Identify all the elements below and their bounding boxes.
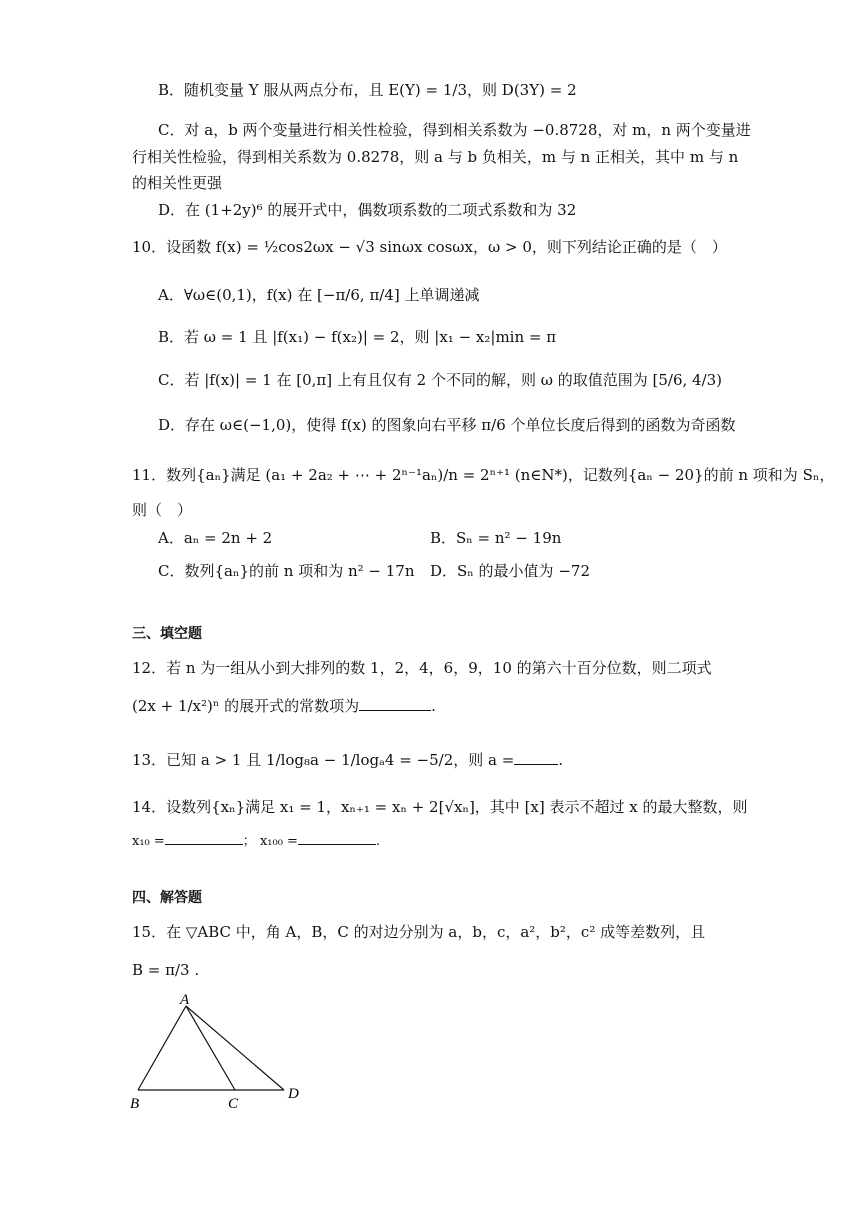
q15-line2: B = π/3 .	[132, 961, 200, 979]
q15-line1: 15．在 ▽ABC 中，角 A，B，C 的对边分别为 a，b，c，a²，b²，c² 成等差数列，且	[132, 923, 706, 941]
q9-option-c-line3: 的相关性更强	[132, 174, 223, 192]
q13-line	[132, 750, 563, 770]
q10-option-b: B．若 ω = 1 且 |f(x₁) − f(x₂)| = 2，则 |x₁ − x₂|min = π	[158, 328, 557, 346]
q12-line2	[132, 696, 436, 716]
q12-answer-blank[interactable]	[359, 696, 431, 711]
q14-x100-label: x₁₀₀ =	[259, 834, 298, 849]
q9-option-b: B．随机变量 Y 服从两点分布，且 E(Y) = 1/3，则 D(3Y) = 2	[158, 81, 577, 99]
segment-ad	[186, 1006, 284, 1090]
q10-option-a: A．∀ω∈(0,1)，f(x) 在 [−π/6, π/4] 上单调递减	[158, 286, 480, 304]
q14-line1: 14．设数列{xₙ}满足 x₁ = 1，xₙ₊₁ = xₙ + 2[√xₙ]，其中 [x] 表示不超过 x 的最大整数，则	[132, 798, 748, 816]
q13-text: 13．已知 a > 1 且 1/log₈a − 1/logₐ4 = −5/2，则 a =	[132, 751, 515, 769]
q11-option-b: B．Sₙ = n² − 19n	[430, 529, 562, 547]
label-a: A	[180, 992, 190, 1008]
label-d: D	[288, 1086, 299, 1102]
q11-option-a: A．aₙ = 2n + 2	[158, 529, 273, 547]
q13-period: .	[558, 751, 564, 769]
segment-ac	[186, 1006, 235, 1090]
q10-stem: 10．设函数 f(x) = ½cos2ωx − √3 sinωx cosωx，ω > 0，则下列结论正确的是（ ）	[132, 238, 727, 256]
q14-line2	[132, 830, 380, 852]
q10-option-d: D．存在 ω∈(−1,0)，使得 f(x) 的图象向右平移 π/6 个单位长度后得到的函数为奇函数	[158, 416, 736, 434]
label-b: B	[130, 1096, 140, 1112]
q9-option-c-line2: 行相关性检验，得到相关系数为 0.8278，则 a 与 b 负相关，m 与 n 正相关，其中 m 与 n	[132, 148, 739, 166]
q14-x10-blank[interactable]	[165, 830, 243, 845]
q14-x100-blank[interactable]	[298, 830, 376, 845]
q13-answer-blank[interactable]	[514, 750, 558, 765]
q12-line1: 12．若 n 为一组从小到大排列的数 1，2，4，6，9，10 的第六十百分位数，则二项式	[132, 659, 712, 677]
triangle-figure	[128, 990, 318, 1115]
q12-period: .	[431, 697, 436, 715]
q14-x10-label: x₁₀ =	[132, 834, 165, 849]
section-title-fill-in: 三、填空题	[132, 626, 202, 642]
q9-option-c-line1: C．对 a，b 两个变量进行相关性检验，得到相关系数为 −0.8728，对 m，n 两个变量进	[158, 121, 751, 139]
q10-option-c: C．若 |f(x)| = 1 在 [0,π] 上有且仅有 2 个不同的解，则 ω 的取值范围为 [5/6, 4/3)	[158, 371, 723, 389]
q11-stem-cont: 则（ ）	[132, 501, 193, 519]
section-title-solution: 四、解答题	[132, 890, 202, 906]
q12-text: (2x + 1/x²)ⁿ 的展开式的常数项为	[132, 697, 360, 715]
q14-period: .	[375, 834, 381, 849]
segment-ab	[138, 1006, 186, 1090]
q11-option-d: D．Sₙ 的最小值为 −72	[430, 562, 590, 580]
q14-separator: ；	[242, 834, 256, 849]
q9-option-d: D．在 (1+2y)⁶ 的展开式中，偶数项系数的二项式系数和为 32	[158, 201, 577, 219]
label-c: C	[228, 1096, 239, 1112]
q11-stem: 11．数列{aₙ}满足 (a₁ + 2a₂ + ⋯ + 2ⁿ⁻¹aₙ)/n = 2ⁿ⁺¹ (n∈N*)，记数列{aₙ − 20}的前 n 项和为 Sₙ，	[132, 466, 835, 484]
q11-option-c: C．数列{aₙ}的前 n 项和为 n² − 17n	[158, 562, 415, 580]
